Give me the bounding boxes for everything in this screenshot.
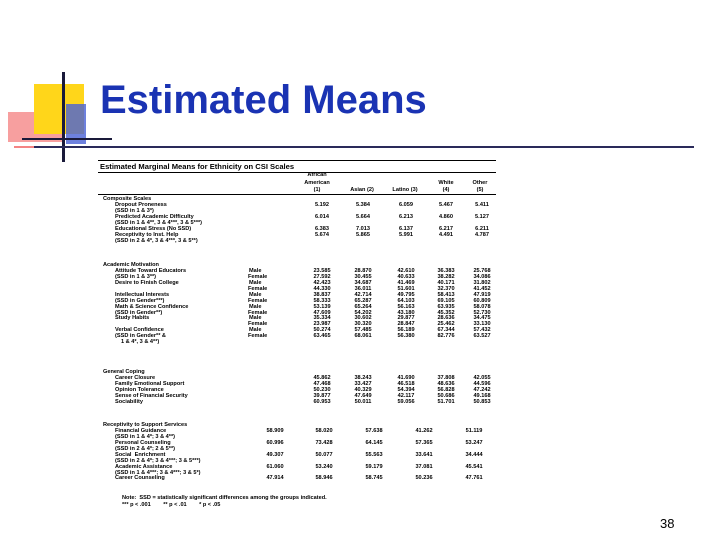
title-underline [34, 146, 694, 148]
cell-value: 58.333 [313, 297, 331, 304]
cell-value: 33.427 [354, 380, 372, 387]
row-label: Math & Science Confidence [115, 303, 189, 310]
cell-value: 5.467 [439, 201, 453, 208]
cell-value: 56.380 [397, 333, 415, 340]
row-label: Intellectual Interests [115, 291, 170, 298]
cell-value: 28.847 [397, 321, 415, 328]
row-label: (SSD in 1 & 3*) [115, 207, 154, 214]
cell-value: 61.060 [266, 463, 284, 470]
cell-value: 58.745 [365, 475, 383, 482]
cell-value: 6.383 [315, 225, 329, 232]
cell-value: 5.411 [475, 201, 489, 208]
column-header: White [438, 180, 454, 186]
cell-value: 36.011 [354, 285, 372, 292]
cell-value: 53.247 [465, 439, 483, 446]
row-label: Desire to Finish College [115, 279, 179, 286]
cell-value: 5.192 [315, 201, 329, 208]
row-label: (SSD in 2 & 4*, 3 & 4***, 3 & 5**) [115, 237, 198, 244]
row-label: Sense of Financial Security [115, 392, 188, 399]
cell-value: 51.119 [465, 427, 483, 434]
cell-value: 50.274 [313, 327, 331, 334]
gender-label: Male [249, 315, 262, 322]
slide-title: Estimated Means [100, 78, 427, 122]
cell-value: 68.061 [354, 333, 372, 340]
cell-value: 37.081 [415, 463, 433, 470]
row-label: (SSD in 2 & 4*; 3 & 4***; 3 & 5***) [115, 457, 201, 464]
cell-value: 49.168 [473, 392, 491, 399]
cell-value: 36.383 [437, 267, 455, 274]
cell-value: 53.240 [315, 463, 333, 470]
cell-value: 57.485 [354, 327, 372, 334]
row-label: Academic Assistance [115, 463, 173, 470]
cell-value: 4.787 [475, 231, 489, 238]
cell-value: 47.761 [465, 475, 483, 482]
cell-value: 40.329 [354, 386, 372, 393]
column-header: American [304, 180, 330, 186]
cell-value: 30.602 [354, 315, 372, 322]
cell-value: 45.541 [465, 463, 483, 470]
cell-value: 29.877 [397, 315, 415, 322]
row-label: Receptivity to Inst. Help [115, 231, 179, 238]
cell-value: 57.432 [473, 327, 491, 334]
cell-value: 50.236 [415, 475, 433, 482]
cell-value: 7.013 [356, 225, 370, 232]
row-label: (SSD in 1 & 3**) [115, 273, 157, 280]
table-note: Note: SSD = statistically significant differences among the groups indicated. [122, 495, 327, 501]
cell-value: 41.452 [473, 285, 491, 292]
gender-label: Male [249, 291, 262, 298]
cell-value: 58.909 [266, 427, 284, 434]
gender-label: Female [248, 285, 268, 292]
cell-value: 6.211 [475, 225, 489, 232]
cell-value: 63.465 [313, 333, 331, 340]
cell-value: 50.077 [315, 451, 333, 458]
cell-value: 63.527 [473, 333, 491, 340]
column-header: (5) [476, 187, 484, 193]
row-label: Family Emotional Support [115, 380, 185, 387]
cell-value: 37.808 [437, 374, 455, 381]
cell-value: 5.664 [356, 213, 370, 220]
cell-value: 56.163 [397, 303, 415, 310]
cell-value: 47.919 [473, 291, 491, 298]
cell-value: 64.103 [397, 297, 415, 304]
cell-value: 42.055 [473, 374, 491, 381]
gender-label: Male [249, 303, 262, 310]
cell-value: 50.230 [313, 386, 331, 393]
column-header: African [307, 172, 327, 178]
cell-value: 60.809 [473, 297, 491, 304]
column-header: Asian (2) [350, 187, 374, 193]
cell-value: 23.987 [313, 321, 331, 328]
decorative-vertical-line [62, 72, 65, 162]
row-label: (SSD in 2 & 4*; 2 & 5**) [115, 445, 175, 452]
cell-value: 5.127 [475, 213, 489, 220]
row-label: (SSD in Gender**) [115, 309, 163, 316]
cell-value: 31.802 [473, 279, 491, 286]
cell-value: 40.171 [437, 279, 455, 286]
cell-value: 49.307 [266, 451, 284, 458]
cell-value: 56.189 [397, 327, 415, 334]
cell-value: 48.636 [437, 380, 455, 387]
row-label: Career Counseling [115, 475, 165, 482]
cell-value: 58.078 [473, 303, 491, 310]
cell-value: 5.674 [315, 231, 329, 238]
cell-value: 69.105 [437, 297, 455, 304]
row-label: Predicted Academic Difficulty [115, 213, 194, 220]
cell-value: 47.914 [266, 475, 284, 482]
cell-value: 33.641 [415, 451, 433, 458]
gender-label: Female [248, 333, 268, 340]
row-label: Study Habits [115, 315, 150, 322]
cell-value: 73.428 [315, 439, 333, 446]
gender-label: Male [249, 279, 262, 286]
decorative-horizontal-line [22, 138, 112, 140]
cell-value: 51.601 [397, 285, 415, 292]
cell-value: 42.714 [354, 291, 372, 298]
cell-value: 41.262 [415, 427, 433, 434]
cell-value: 33.130 [473, 321, 491, 328]
cell-value: 65.264 [354, 303, 372, 310]
cell-value: 57.638 [365, 427, 383, 434]
gender-label: Female [248, 297, 268, 304]
cell-value: 34.086 [473, 273, 491, 280]
column-header: Latino (3) [392, 187, 418, 193]
cell-value: 6.137 [399, 225, 413, 232]
cell-value: 52.730 [473, 309, 491, 316]
row-label: Personal Counseling [115, 439, 171, 446]
gender-label: Female [248, 309, 268, 316]
significance-legend: *** p < .001 ** p < .01 * p < .05 [122, 502, 221, 508]
cell-value: 38.837 [313, 291, 331, 298]
cell-value: 47.242 [473, 386, 491, 393]
cell-value: 34.444 [465, 451, 483, 458]
cell-value: 42.610 [397, 267, 415, 274]
cell-value: 6.014 [315, 213, 329, 220]
row-label: (SSD in Gender** & [115, 333, 166, 340]
cell-value: 60.953 [313, 398, 331, 405]
cell-value: 28.636 [437, 315, 455, 322]
cell-value: 49.795 [397, 291, 415, 298]
cell-value: 60.996 [266, 439, 284, 446]
cell-value: 59.179 [365, 463, 383, 470]
page-number: 38 [660, 516, 675, 531]
cell-value: 40.633 [397, 273, 415, 280]
table-caption: Estimated Marginal Means for Ethnicity on CSI Scales [98, 160, 496, 173]
gender-label: Female [248, 321, 268, 328]
cell-value: 41.469 [397, 279, 415, 286]
cell-value: 45.352 [437, 309, 455, 316]
cell-value: 32.370 [437, 285, 455, 292]
cell-value: 58.413 [437, 291, 455, 298]
cell-value: 5.991 [399, 231, 413, 238]
cell-value: 51.701 [437, 398, 455, 405]
cell-value: 56.828 [437, 386, 455, 393]
cell-value: 67.344 [437, 327, 455, 334]
section-heading: Academic Motivation [103, 262, 159, 268]
cell-value: 6.213 [399, 213, 413, 220]
cell-value: 30.320 [354, 321, 372, 328]
row-label: Dropout Proneness [115, 201, 167, 208]
cell-value: 25.462 [437, 321, 455, 328]
row-label: Educational Stress (No SSD) [115, 225, 192, 232]
cell-value: 27.592 [313, 273, 331, 280]
cell-value: 38.282 [437, 273, 455, 280]
cell-value: 57.365 [415, 439, 433, 446]
cell-value: 64.145 [365, 439, 383, 446]
cell-value: 63.935 [437, 303, 455, 310]
cell-value: 58.020 [315, 427, 333, 434]
cell-value: 28.870 [354, 267, 372, 274]
row-label: Verbal Confidence [115, 327, 164, 334]
row-label: (SSD in Gender***) [115, 297, 165, 304]
cell-value: 6.217 [439, 225, 453, 232]
cell-value: 39.877 [313, 392, 331, 399]
cell-value: 4.860 [439, 213, 453, 220]
cell-value: 4.491 [439, 231, 453, 238]
cell-value: 53.139 [313, 303, 331, 310]
table-header-rule [98, 194, 496, 195]
cell-value: 25.768 [473, 267, 491, 274]
section-heading: Composite Scales [103, 196, 152, 202]
cell-value: 47.468 [313, 380, 331, 387]
cell-value: 59.056 [397, 398, 415, 405]
row-label: Sociability [115, 398, 143, 405]
row-label: Career Closure [115, 374, 156, 381]
cell-value: 44.596 [473, 380, 491, 387]
row-label: (SSD in 1 & 4***; 3 & 4***; 3 & 5*) [115, 469, 201, 476]
cell-value: 50.011 [354, 398, 372, 405]
cell-value: 38.243 [354, 374, 372, 381]
cell-value: 5.865 [356, 231, 370, 238]
row-label: (SSD in 1 & 4*; 3 & 4**) [115, 433, 175, 440]
column-header: Other [472, 180, 488, 186]
cell-value: 46.518 [397, 380, 415, 387]
cell-value: 47.649 [354, 392, 372, 399]
column-header: (4) [442, 187, 450, 193]
row-label: Financial Guidance [115, 427, 167, 434]
cell-value: 44.330 [313, 285, 331, 292]
row-label: Opinion Tolerance [115, 386, 164, 393]
cell-value: 6.059 [399, 201, 413, 208]
cell-value: 23.585 [313, 267, 331, 274]
cell-value: 58.946 [315, 475, 333, 482]
cell-value: 65.287 [354, 297, 372, 304]
gender-label: Male [249, 327, 262, 334]
cell-value: 47.609 [313, 309, 331, 316]
cell-value: 54.394 [397, 386, 415, 393]
column-header: (1) [313, 187, 321, 193]
cell-value: 45.862 [313, 374, 331, 381]
cell-value: 43.180 [397, 309, 415, 316]
row-label: 1 & 4*, 3 & 4**) [121, 339, 160, 346]
row-label: (SSD in 1 & 4**, 3 & 4***, 3 & 5***) [115, 219, 203, 226]
row-label: Attitude Toward Educators [115, 267, 187, 274]
cell-value: 54.202 [354, 309, 372, 316]
cell-value: 50.853 [473, 398, 491, 405]
cell-value: 34.687 [354, 279, 372, 286]
cell-value: 82.776 [437, 333, 455, 340]
gender-label: Male [249, 267, 262, 274]
cell-value: 35.334 [313, 315, 331, 322]
cell-value: 55.563 [365, 451, 383, 458]
cell-value: 5.384 [356, 201, 370, 208]
cell-value: 42.117 [397, 392, 415, 399]
gender-label: Female [248, 273, 268, 280]
section-heading: Receptivity to Support Services [103, 422, 188, 428]
cell-value: 41.690 [397, 374, 415, 381]
section-heading: General Coping [103, 369, 145, 375]
cell-value: 30.455 [354, 273, 372, 280]
cell-value: 34.475 [473, 315, 491, 322]
cell-value: 42.423 [313, 279, 331, 286]
cell-value: 50.686 [437, 392, 455, 399]
row-label: Social Enrichment [115, 451, 166, 458]
